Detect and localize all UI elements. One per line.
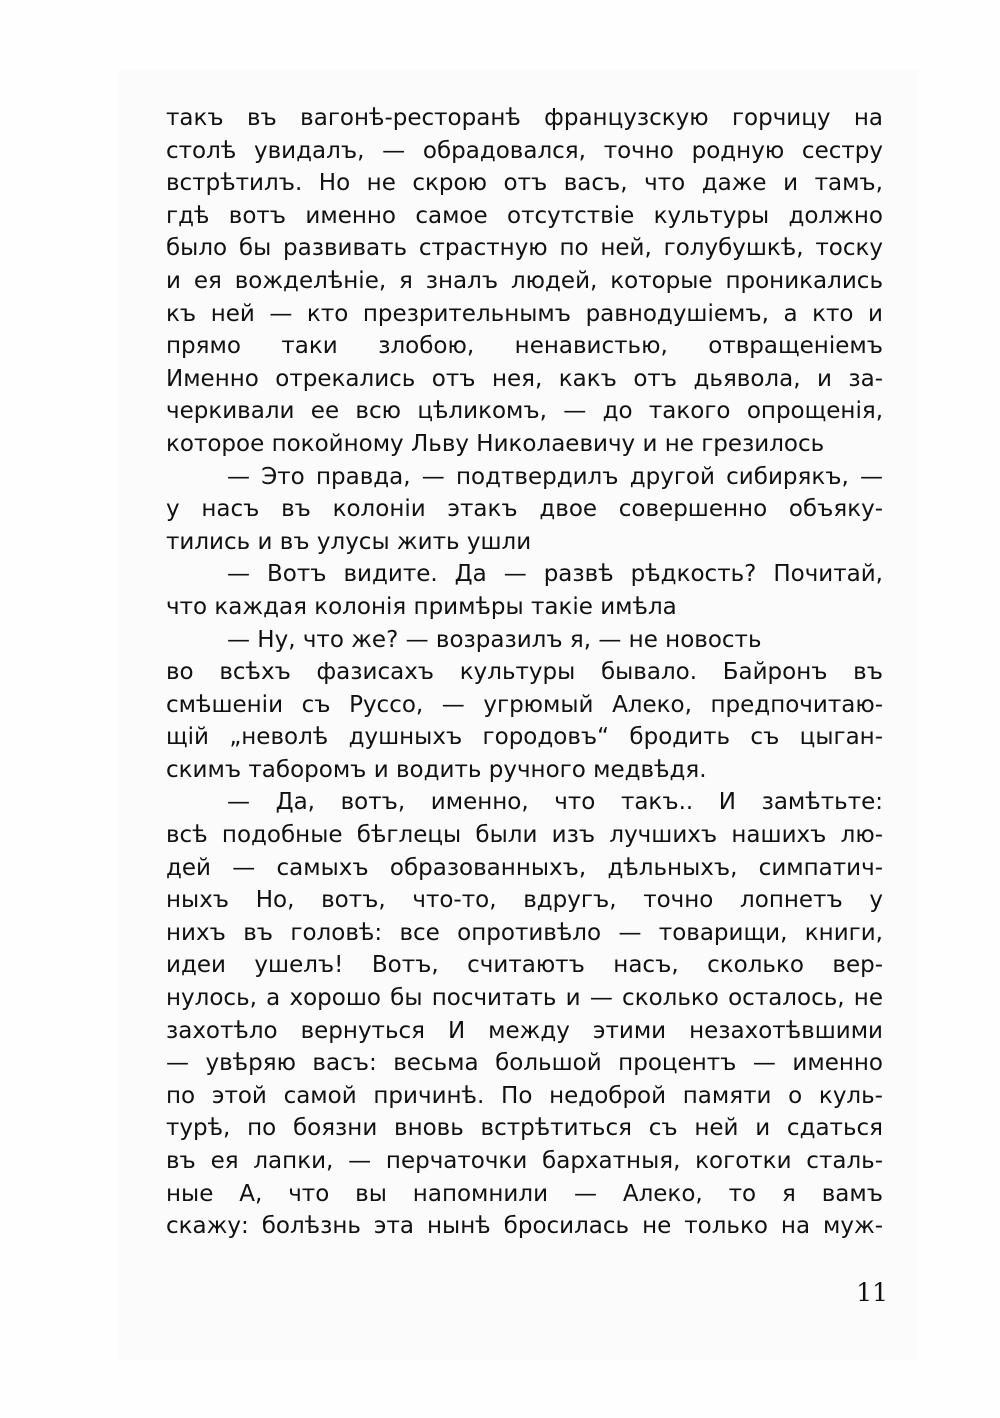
text-line: щій „неволѣ душныхъ городовъ“ бродить съ цыган- xyxy=(166,724,883,751)
text-line: такъ въ вагонѣ-ресторанѣ французскую горчицу на xyxy=(166,105,883,131)
text-line: — Вотъ видите. Да — развѣ рѣдкость? Почитай, xyxy=(227,561,883,588)
text-line: было бы развивать страстную по ней, голубушкѣ, тоску xyxy=(166,235,883,262)
text-line: — Ну, что же? — возразилъ я, — не новость xyxy=(227,626,762,653)
text-line: нулось, а хорошо бы посчитать и — сколько осталось, не xyxy=(166,985,883,1012)
text-line: скимъ таборомъ и водить ручного медвѣдя. xyxy=(166,756,707,783)
text-line: встрѣтилъ. Но не скрою отъ васъ, что даже и тамъ, xyxy=(166,170,883,197)
text-line: нихъ въ головѣ: все опротивѣло — товарищи, книги, xyxy=(166,919,883,946)
text-line: къ ней — кто презрительнымъ равнодушіемъ, а кто и xyxy=(166,300,883,327)
text-line: по этой самой причинѣ. По недоброй памяти о куль- xyxy=(166,1082,883,1109)
text-line: что каждая колонія примѣры такіе имѣла xyxy=(166,593,677,620)
text-line: захотѣло вернуться И между этими незахотѣвшими xyxy=(166,1017,883,1044)
text-line: тились и въ улусы жить ушли xyxy=(166,528,532,555)
text-line: — Это правда, — подтвердилъ другой сибирякъ, — xyxy=(227,463,883,490)
text-line: въ ея лапки, — перчаточки бархатныя, коготки сталь- xyxy=(166,1148,883,1174)
text-line: Именно отрекались отъ нея, какъ отъ дьявола, и за- xyxy=(166,365,883,392)
text-line: скажу: болѣзнь эта нынѣ бросилась не только на муж- xyxy=(166,1213,883,1240)
text-line: всѣ подобные бѣглецы были изъ лучшихъ нашихъ лю- xyxy=(166,822,883,849)
text-line: ныхъ Но, вотъ, что-то, вдругъ, точно лопнетъ у xyxy=(166,887,883,914)
text-line: которое покойному Льву Николаевичу и не грезилось xyxy=(166,430,825,457)
text-line: — увѣряю васъ: весьма большой процентъ — именно xyxy=(166,1050,883,1077)
text-line: — Да, вотъ, именно, что такъ.. И замѣтьте: xyxy=(227,789,883,816)
body-text xyxy=(166,102,883,1243)
text-line: столѣ увидалъ, — обрадовался, точно родную сестру xyxy=(166,137,883,164)
text-line: у насъ въ колоніи этакъ двое совершенно объяку- xyxy=(166,496,883,523)
text-line: гдѣ вотъ именно самое отсутствіе культуры должно xyxy=(166,202,883,229)
text-line: ные А, что вы напомнили — Алеко, то я вамъ xyxy=(166,1180,883,1207)
page-number: 11 xyxy=(856,1278,888,1307)
text-line: черкивали ее всю цѣликомъ, — до такого опрощенія, xyxy=(166,398,883,425)
text-line: во всѣхъ фазисахъ культуры бывало. Байронъ въ xyxy=(166,659,883,686)
text-line: турѣ, по боязни вновь встрѣтиться съ ней и сдаться xyxy=(166,1115,883,1142)
text-line: идеи ушелъ! Вотъ, считаютъ насъ, сколько вер- xyxy=(166,952,883,979)
text-line: и ея вожделѣніе, я зналъ людей, которые проникались xyxy=(166,267,883,294)
text-line: дей — самыхъ образованныхъ, дѣльныхъ, симпатич- xyxy=(166,854,883,881)
text-line: прямо таки злобою, ненавистью, отвращеніемъ xyxy=(166,333,883,360)
text-line: смѣшеніи съ Руссо, — угрюмый Алеко, предпочитаю- xyxy=(166,691,883,718)
